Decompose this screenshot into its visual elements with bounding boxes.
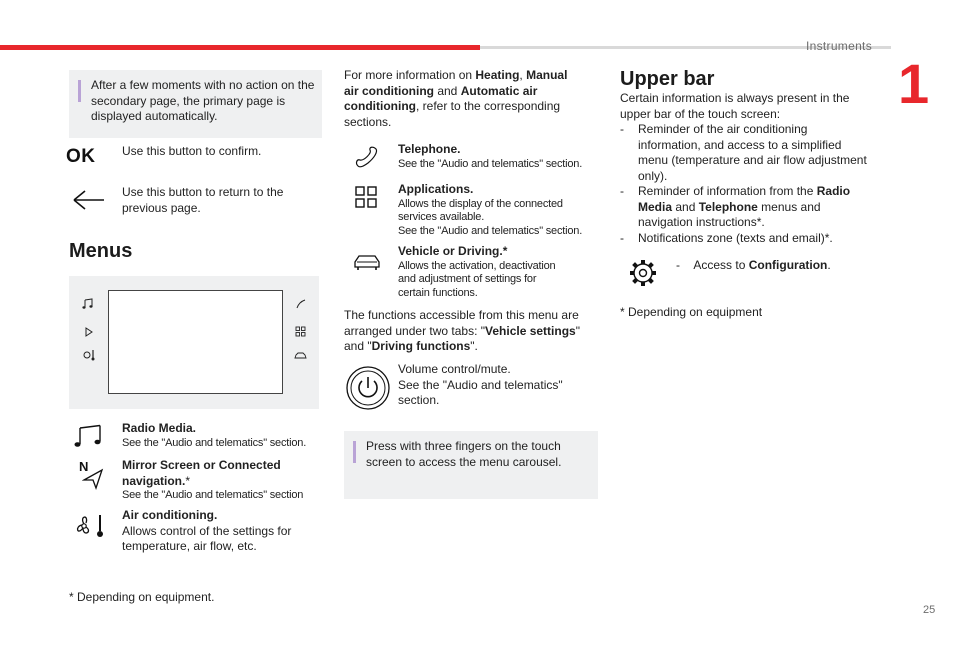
config-dash: - — [676, 258, 680, 272]
tabs-line3 — [344, 339, 594, 355]
vehicle-desc-line2: and adjustment of settings for — [398, 273, 537, 285]
vehicle-car-icon — [353, 253, 381, 271]
note-icon-carousel — [353, 441, 356, 463]
volume-power-icon — [345, 365, 391, 411]
telephone-description: See the "Audio and telematics" section. — [398, 157, 583, 170]
list-item-air-line2: information, and access to a simplified — [638, 137, 842, 152]
note-box-primary-page — [69, 70, 322, 138]
mirror-title-line1: Mirror Screen or Connected — [122, 458, 281, 472]
back-arrow-icon — [72, 189, 106, 211]
more-info-refer: , refer to the corresponding — [415, 99, 561, 113]
tabs-end: ". — [470, 339, 478, 353]
list-item-air — [620, 122, 882, 184]
air-conditioning-icon — [73, 512, 107, 540]
upper-bar-intro-line1: Certain information is always present in the — [620, 91, 850, 105]
vehicle-block — [398, 244, 555, 300]
radio-media-description: See the "Audio and telematics" section. — [122, 436, 307, 449]
more-info-line4: sections. — [344, 114, 392, 129]
volume-line2: See the "Audio and telematics" — [398, 377, 563, 392]
list-item-air-line1: Reminder of the air conditioning — [638, 122, 808, 136]
back-description — [122, 185, 283, 216]
more-info-line2 — [344, 84, 584, 100]
air-title: Air conditioning. — [122, 508, 218, 522]
radio-media-block — [122, 421, 306, 450]
left-footnote: * Depending on equipment. — [69, 590, 215, 604]
list-item-air-line4: only). — [638, 168, 668, 183]
manual-bold: Manual — [526, 68, 568, 82]
telephone-title: Telephone. — [398, 142, 461, 156]
right-footnote: * Depending on equipment — [620, 305, 763, 319]
config-dot: . — [827, 258, 831, 272]
config-access-text: Access to — [693, 258, 749, 272]
mirror-n-icon: N — [79, 459, 89, 474]
applications-desc-line2: services available. — [398, 211, 485, 223]
tabs-paragraph — [344, 308, 594, 355]
mirror-star: * — [185, 473, 191, 488]
tabs-line1: The functions accessible from this menu are — [344, 308, 579, 322]
applications-block — [398, 182, 582, 238]
media-bold: Media — [638, 199, 673, 214]
menus-heading: Menus — [69, 240, 133, 262]
auto-air-bold: Automatic air — [460, 83, 538, 98]
list-item-radio-and: and — [672, 199, 699, 214]
carousel-note-text: Press with three fingers on the touch screen to access the menu carousel. — [366, 439, 562, 469]
header-red-bar — [0, 45, 480, 50]
list-item-air-line3: menu (temperature and air flow adjustment — [638, 153, 867, 167]
vehicle-desc-line3: certain functions. — [398, 286, 478, 299]
list-item-radio-line3: navigation instructions*. — [638, 215, 765, 229]
tabs-quote: " — [575, 323, 580, 338]
volume-line3: section. — [398, 393, 440, 407]
vehicle-title: Vehicle or Driving.* — [398, 244, 508, 258]
mirror-screen-block — [122, 458, 303, 503]
tabs-line2 — [344, 324, 594, 340]
touchscreen-display — [108, 290, 283, 394]
list-item-radio-text: Reminder of information from the — [638, 184, 817, 198]
mirror-description: See the "Audio and telematics" section — [122, 489, 304, 501]
page-number: 25 — [923, 604, 936, 616]
ok-description: Use this button to confirm. — [122, 144, 262, 158]
air-description-line2: temperature, air flow, etc. — [122, 539, 257, 553]
fan-temperature-icon — [83, 349, 97, 361]
list-item-radio — [620, 184, 882, 231]
conditioning-bold: conditioning — [344, 99, 416, 113]
note-box-carousel — [344, 431, 598, 499]
upper-bar-intro-line2: upper bar of the touch screen: — [620, 106, 781, 121]
applications-desc-line3: See the "Audio and telematics" section. — [398, 224, 583, 237]
car-icon-small — [294, 351, 307, 361]
list-item-notifications: - Notifications zone (texts and email)*. — [620, 231, 882, 247]
more-info-line1 — [344, 68, 584, 84]
chapter-number: 1 — [898, 52, 930, 115]
applications-desc-line1: Allows the display of the connected — [398, 197, 563, 210]
ok-icon: OK — [66, 146, 96, 167]
radio-media-icon — [74, 424, 104, 450]
volume-line1: Volume control/mute. — [398, 362, 511, 376]
mirror-title-bold: navigation. — [122, 473, 186, 488]
upper-bar-heading: Upper bar — [620, 68, 715, 90]
telephone-block — [398, 142, 582, 171]
configuration-text — [676, 258, 831, 274]
telephone-bold: Telephone — [698, 199, 758, 214]
air-cond-bold: air conditioning — [344, 83, 434, 98]
back-description-line1: Use this button to return to the — [122, 185, 284, 199]
driving-functions-bold: Driving functions — [371, 339, 471, 353]
music-note-icon — [82, 298, 94, 310]
configuration-bold: Configuration — [748, 258, 828, 272]
heating-bold: Heating — [475, 68, 520, 82]
telephone-icon — [354, 146, 380, 170]
vehicle-settings-bold: Vehicle settings — [485, 323, 576, 338]
upper-bar-list — [620, 122, 882, 246]
navigation-arrow-icon-large — [82, 468, 104, 490]
more-info-text: For more information on — [344, 68, 476, 82]
note-icon — [78, 80, 81, 102]
applications-grid-icon — [355, 186, 377, 208]
configuration-gear-icon — [628, 258, 658, 288]
volume-block — [398, 362, 563, 409]
section-title: Instruments — [806, 39, 872, 53]
list-item-radio-menus: menus and — [757, 199, 821, 214]
applications-title: Applications. — [398, 182, 474, 196]
phone-icon-small — [295, 298, 307, 310]
upper-bar-intro — [620, 91, 880, 122]
radio-bold: Radio — [816, 184, 851, 198]
more-info-paragraph — [344, 68, 584, 130]
note-text: After a few moments with no action on the secondary page, the primary page is displayed automatically. — [91, 78, 315, 123]
more-info-comma: , — [519, 68, 527, 82]
air-description-line1: Allows control of the settings for — [122, 523, 292, 538]
more-info-and: and — [434, 83, 461, 98]
navigation-arrow-icon — [84, 326, 94, 338]
vehicle-desc-line1: Allows the activation, deactivation — [398, 259, 556, 272]
apps-grid-icon-small — [295, 326, 306, 337]
mirror-title-line2 — [122, 474, 303, 490]
back-description-line2: previous page. — [122, 200, 201, 215]
tabs-and: and " — [344, 339, 372, 353]
tabs-text: arranged under two tabs: " — [344, 323, 486, 338]
radio-media-title: Radio Media. — [122, 421, 197, 435]
more-info-line3 — [344, 99, 584, 115]
air-conditioning-block — [122, 508, 291, 555]
